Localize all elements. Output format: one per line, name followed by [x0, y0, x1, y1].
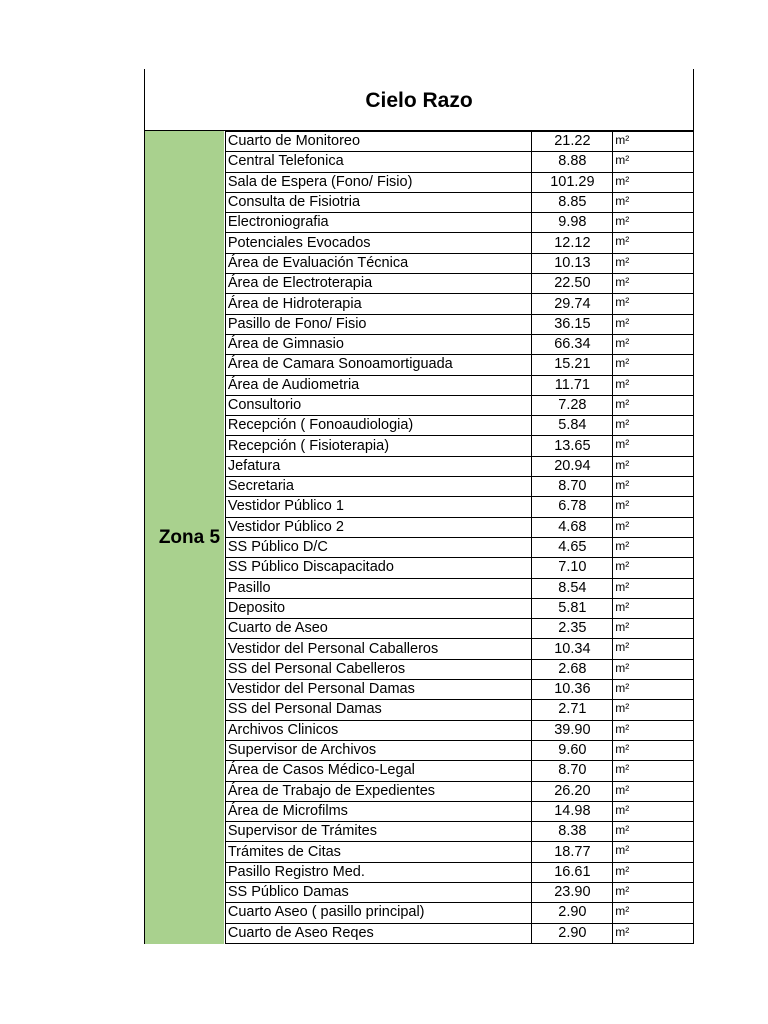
- area-value-cell: 2.35: [532, 619, 613, 639]
- room-name-cell: Supervisor de Archivos: [225, 740, 532, 760]
- room-name-cell: Electroniografia: [225, 213, 532, 233]
- table-row: [225, 781, 693, 801]
- unit-cell: m²: [613, 862, 694, 882]
- area-value-cell: 12.12: [532, 233, 613, 253]
- unit-cell: m²: [613, 842, 694, 862]
- area-value-cell: 10.34: [532, 639, 613, 659]
- room-name-cell: Consultorio: [225, 395, 532, 415]
- area-value-cell: 8.85: [532, 192, 613, 212]
- room-name-cell: Pasillo: [225, 578, 532, 598]
- unit-cell: m²: [613, 923, 694, 943]
- area-value-cell: 11.71: [532, 375, 613, 395]
- table-row: [225, 294, 693, 314]
- room-name-cell: Vestidor Público 2: [225, 517, 532, 537]
- table-row: [225, 700, 693, 720]
- area-value-cell: 8.88: [532, 152, 613, 172]
- room-name-cell: Supervisor de Trámites: [225, 822, 532, 842]
- area-value-cell: 5.84: [532, 416, 613, 436]
- unit-cell: m²: [613, 537, 694, 557]
- room-name-cell: Área de Evaluación Técnica: [225, 253, 532, 273]
- room-name-cell: Área de Electroterapia: [225, 274, 532, 294]
- area-value-cell: 10.36: [532, 680, 613, 700]
- table-row: [225, 233, 693, 253]
- area-value-cell: 10.13: [532, 253, 613, 273]
- area-table: [225, 131, 694, 944]
- area-value-cell: 14.98: [532, 801, 613, 821]
- table-row: [225, 497, 693, 517]
- room-name-cell: SS Público Discapacitado: [225, 558, 532, 578]
- table-row: [225, 558, 693, 578]
- table-row: [225, 416, 693, 436]
- unit-cell: m²: [613, 456, 694, 476]
- room-name-cell: Consulta de Fisiotria: [225, 192, 532, 212]
- page-title: Cielo Razo: [365, 88, 473, 112]
- unit-cell: m²: [613, 578, 694, 598]
- room-name-cell: Área de Camara Sonoamortiguada: [225, 355, 532, 375]
- area-value-cell: 6.78: [532, 497, 613, 517]
- unit-cell: m²: [613, 619, 694, 639]
- table-row: [225, 477, 693, 497]
- room-name-cell: Cuarto de Monitoreo: [225, 132, 532, 152]
- area-value-cell: 2.90: [532, 903, 613, 923]
- unit-cell: m²: [613, 274, 694, 294]
- area-value-cell: 23.90: [532, 882, 613, 902]
- table-body: [144, 131, 694, 944]
- unit-cell: m²: [613, 680, 694, 700]
- table-row: [225, 274, 693, 294]
- zone-label: Zona 5: [158, 526, 221, 548]
- table-row: [225, 375, 693, 395]
- unit-cell: m²: [613, 192, 694, 212]
- table-row: [225, 314, 693, 334]
- room-name-cell: Secretaria: [225, 477, 532, 497]
- table-row: [225, 659, 693, 679]
- unit-cell: m²: [613, 395, 694, 415]
- table-row: [225, 882, 693, 902]
- spreadsheet: [144, 69, 694, 944]
- table-row: [225, 842, 693, 862]
- room-name-cell: Pasillo de Fono/ Fisio: [225, 314, 532, 334]
- area-value-cell: 7.28: [532, 395, 613, 415]
- unit-cell: m²: [613, 822, 694, 842]
- room-name-cell: SS Público Damas: [225, 882, 532, 902]
- unit-cell: m²: [613, 740, 694, 760]
- area-value-cell: 9.60: [532, 740, 613, 760]
- area-value-cell: 36.15: [532, 314, 613, 334]
- area-value-cell: 101.29: [532, 172, 613, 192]
- table-row: [225, 213, 693, 233]
- area-value-cell: 15.21: [532, 355, 613, 375]
- area-value-cell: 8.38: [532, 822, 613, 842]
- unit-cell: m²: [613, 558, 694, 578]
- area-value-cell: 2.68: [532, 659, 613, 679]
- room-name-cell: Área de Gimnasio: [225, 334, 532, 354]
- area-value-cell: 7.10: [532, 558, 613, 578]
- unit-cell: m²: [613, 294, 694, 314]
- area-value-cell: 8.70: [532, 761, 613, 781]
- unit-cell: m²: [613, 375, 694, 395]
- area-value-cell: 8.70: [532, 477, 613, 497]
- room-name-cell: Central Telefonica: [225, 152, 532, 172]
- zone-cell: [144, 131, 224, 944]
- area-value-cell: 9.98: [532, 213, 613, 233]
- room-name-cell: Potenciales Evocados: [225, 233, 532, 253]
- room-name-cell: Área de Casos Médico-Legal: [225, 761, 532, 781]
- table-row: [225, 680, 693, 700]
- room-name-cell: Recepción ( Fisioterapia): [225, 436, 532, 456]
- room-name-cell: Área de Hidroterapia: [225, 294, 532, 314]
- room-name-cell: Deposito: [225, 598, 532, 618]
- table-row: [225, 334, 693, 354]
- table-row: [225, 639, 693, 659]
- area-value-cell: 16.61: [532, 862, 613, 882]
- unit-cell: m²: [613, 334, 694, 354]
- table-row: [225, 578, 693, 598]
- room-name-cell: Jefatura: [225, 456, 532, 476]
- table-row: [225, 598, 693, 618]
- room-name-cell: Trámites de Citas: [225, 842, 532, 862]
- room-name-cell: SS Público D/C: [225, 537, 532, 557]
- unit-cell: m²: [613, 882, 694, 902]
- unit-cell: m²: [613, 497, 694, 517]
- table-row: [225, 456, 693, 476]
- table-row: [225, 436, 693, 456]
- table-row: [225, 923, 693, 943]
- unit-cell: m²: [613, 781, 694, 801]
- unit-cell: m²: [613, 132, 694, 152]
- unit-cell: m²: [613, 253, 694, 273]
- unit-cell: m²: [613, 639, 694, 659]
- table-row: [225, 801, 693, 821]
- room-name-cell: Área de Trabajo de Expedientes: [225, 781, 532, 801]
- table-row: [225, 152, 693, 172]
- area-value-cell: 2.71: [532, 700, 613, 720]
- unit-cell: m²: [613, 517, 694, 537]
- unit-cell: m²: [613, 477, 694, 497]
- unit-cell: m²: [613, 700, 694, 720]
- room-name-cell: Cuarto de Aseo: [225, 619, 532, 639]
- unit-cell: m²: [613, 314, 694, 334]
- area-value-cell: 2.90: [532, 923, 613, 943]
- area-value-cell: 13.65: [532, 436, 613, 456]
- unit-cell: m²: [613, 761, 694, 781]
- room-name-cell: Cuarto de Aseo Reqes: [225, 923, 532, 943]
- unit-cell: m²: [613, 903, 694, 923]
- table-row: [225, 537, 693, 557]
- area-value-cell: 66.34: [532, 334, 613, 354]
- table-row: [225, 172, 693, 192]
- unit-cell: m²: [613, 355, 694, 375]
- area-value-cell: 18.77: [532, 842, 613, 862]
- table-row: [225, 822, 693, 842]
- table-row: [225, 619, 693, 639]
- table-row: [225, 862, 693, 882]
- room-name-cell: SS del Personal Cabelleros: [225, 659, 532, 679]
- unit-cell: m²: [613, 416, 694, 436]
- table-row: [225, 132, 693, 152]
- area-value-cell: 5.81: [532, 598, 613, 618]
- table-row: [225, 761, 693, 781]
- area-value-cell: 8.54: [532, 578, 613, 598]
- room-name-cell: Vestidor del Personal Damas: [225, 680, 532, 700]
- unit-cell: m²: [613, 598, 694, 618]
- room-name-cell: Área de Audiometria: [225, 375, 532, 395]
- area-value-cell: 26.20: [532, 781, 613, 801]
- area-value-cell: 39.90: [532, 720, 613, 740]
- table-row: [225, 395, 693, 415]
- area-value-cell: 4.65: [532, 537, 613, 557]
- area-value-cell: 21.22: [532, 132, 613, 152]
- unit-cell: m²: [613, 233, 694, 253]
- unit-cell: m²: [613, 436, 694, 456]
- room-name-cell: Vestidor Público 1: [225, 497, 532, 517]
- unit-cell: m²: [613, 659, 694, 679]
- unit-cell: m²: [613, 152, 694, 172]
- table-row: [225, 355, 693, 375]
- table-row: [225, 903, 693, 923]
- room-name-cell: SS del Personal Damas: [225, 700, 532, 720]
- room-name-cell: Pasillo Registro Med.: [225, 862, 532, 882]
- unit-cell: m²: [613, 213, 694, 233]
- area-value-cell: 4.68: [532, 517, 613, 537]
- area-value-cell: 20.94: [532, 456, 613, 476]
- room-name-cell: Área de Microfilms: [225, 801, 532, 821]
- title-row: [144, 69, 694, 131]
- area-value-cell: 29.74: [532, 294, 613, 314]
- table-row: [225, 517, 693, 537]
- table-row: [225, 720, 693, 740]
- table-row: [225, 740, 693, 760]
- unit-cell: m²: [613, 720, 694, 740]
- table-row: [225, 253, 693, 273]
- room-name-cell: Recepción ( Fonoaudiologia): [225, 416, 532, 436]
- room-name-cell: Archivos Clinicos: [225, 720, 532, 740]
- unit-cell: m²: [613, 801, 694, 821]
- room-name-cell: Vestidor del Personal Caballeros: [225, 639, 532, 659]
- table-row: [225, 192, 693, 212]
- room-name-cell: Sala de Espera (Fono/ Fisio): [225, 172, 532, 192]
- room-name-cell: Cuarto Aseo ( pasillo principal): [225, 903, 532, 923]
- unit-cell: m²: [613, 172, 694, 192]
- area-value-cell: 22.50: [532, 274, 613, 294]
